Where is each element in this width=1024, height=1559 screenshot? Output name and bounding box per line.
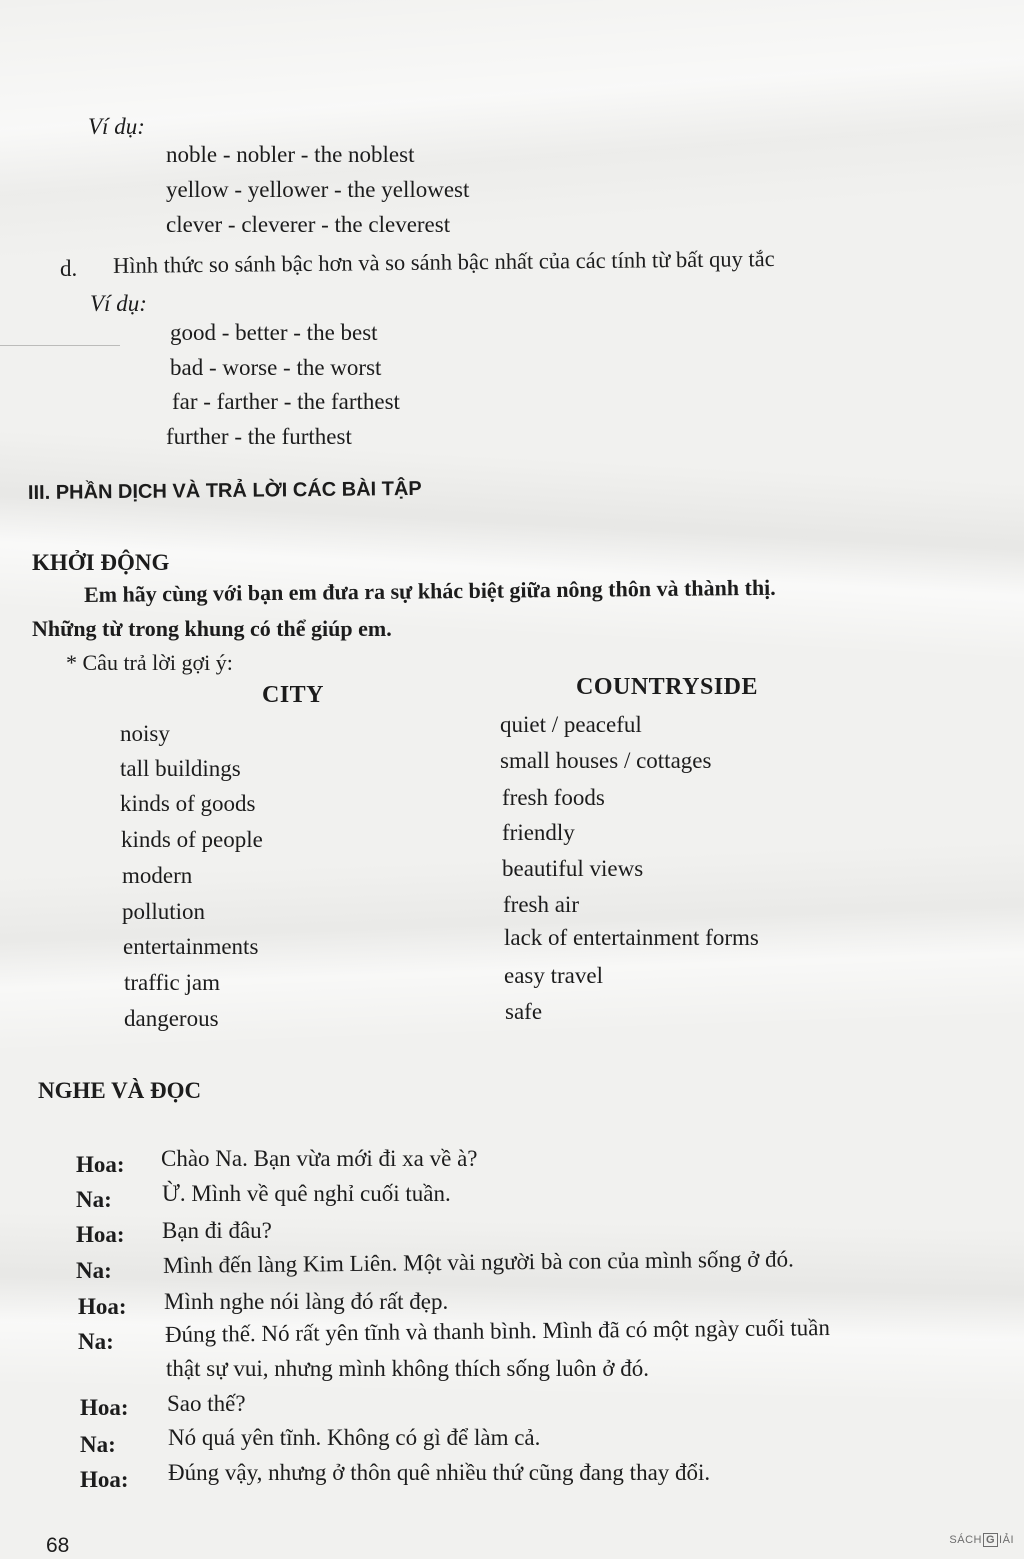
- section-d-heading: Hình thức so sánh bậc hơn và so sánh bậc nhất của các tính từ bất quy tắc: [112, 246, 775, 278]
- section-iii-heading: III. PHẦN DỊCH VÀ TRẢ LỜI CÁC BÀI TẬP: [27, 477, 422, 504]
- dialogue-speaker: Na:: [76, 1187, 112, 1212]
- dialogue-speaker: Hoa:: [80, 1395, 129, 1420]
- example-line-d-3: far - farther - the farthest: [172, 389, 400, 414]
- example-line-c-3: clever - cleverer - the cleverest: [166, 212, 451, 237]
- dialogue-speaker: Na:: [76, 1258, 112, 1283]
- nghe-va-doc-heading: NGHE VÀ ĐỌC: [38, 1078, 202, 1103]
- scan-mark: [0, 345, 120, 346]
- countryside-item: fresh air: [503, 892, 579, 917]
- watermark-right: IẢI: [999, 1534, 1014, 1546]
- countryside-item: friendly: [502, 820, 575, 845]
- city-item: noisy: [120, 721, 170, 746]
- city-item: modern: [122, 863, 193, 888]
- page-number: 68: [46, 1534, 70, 1557]
- dialogue-line: Mình đến làng Kim Liên. Một vài người bà con của mình sống ở đó.: [162, 1246, 794, 1278]
- countryside-item: lack of entertainment forms: [504, 925, 759, 950]
- city-item: entertainments: [123, 934, 259, 959]
- dialogue-line: Đúng vậy, nhưng ở thôn quê nhiều thứ cũng đang thay đổi.: [168, 1460, 711, 1485]
- city-item: kinds of goods: [120, 791, 256, 816]
- dialogue-speaker: Hoa:: [78, 1294, 127, 1319]
- dialogue-speaker: Hoa:: [76, 1152, 125, 1177]
- city-heading: CITY: [262, 682, 325, 708]
- khoi-dong-instruction-1: Em hãy cùng với bạn em đưa ra sự khác biệt giữa nông thôn và thành thị.: [83, 574, 776, 607]
- example-line-c-2: yellow - yellower - the yellowest: [166, 177, 470, 202]
- dialogue-line: Bạn đi đâu?: [162, 1218, 272, 1243]
- city-item: kinds of people: [121, 827, 263, 852]
- dialogue-line: Sao thế?: [167, 1391, 246, 1416]
- section-d-letter: d.: [60, 256, 78, 281]
- countryside-item: easy travel: [504, 963, 603, 988]
- city-item: traffic jam: [124, 970, 220, 995]
- example-line-d-2: bad - worse - the worst: [170, 355, 382, 380]
- dialogue-line: Nó quá yên tĩnh. Không có gì để làm cả.: [168, 1425, 541, 1450]
- khoi-dong-heading: KHỞI ĐỘNG: [32, 550, 170, 575]
- countryside-item: beautiful views: [502, 856, 644, 881]
- example-label-c: Ví dụ:: [88, 114, 145, 139]
- khoi-dong-instruction-2: Những từ trong khung có thể giúp em.: [32, 616, 392, 641]
- dialogue-line: Ừ. Mình về quê nghỉ cuối tuần.: [162, 1181, 451, 1206]
- countryside-item: quiet / peaceful: [500, 712, 642, 737]
- city-item: tall buildings: [120, 756, 241, 781]
- dialogue-speaker: Hoa:: [80, 1467, 129, 1492]
- countryside-heading: COUNTRYSIDE: [576, 674, 759, 700]
- example-line-d-4: further - the furthest: [166, 424, 352, 449]
- dialogue-line-continued: thật sự vui, nhưng mình không thích sống luôn ở đó.: [166, 1356, 650, 1381]
- watermark-box: G: [983, 1533, 998, 1547]
- dialogue-speaker: Na:: [78, 1329, 114, 1354]
- dialogue-speaker: Hoa:: [76, 1222, 125, 1247]
- watermark-logo: [949, 1533, 1014, 1547]
- countryside-item: safe: [505, 999, 543, 1024]
- dialogue-line: Chào Na. Bạn vừa mới đi xa về à?: [161, 1146, 478, 1171]
- example-line-c-1: noble - nobler - the noblest: [166, 142, 415, 167]
- answer-hint: * Câu trả lời gợi ý:: [66, 650, 233, 675]
- watermark-left: SÁCH: [949, 1534, 982, 1546]
- example-label-d: Ví dụ:: [90, 291, 147, 316]
- dialogue-line: Mình nghe nói làng đó rất đẹp.: [164, 1289, 449, 1314]
- countryside-item: fresh foods: [502, 785, 605, 810]
- dialogue-speaker: Na:: [80, 1432, 116, 1457]
- city-item: dangerous: [124, 1006, 219, 1031]
- example-line-d-1: good - better - the best: [170, 320, 378, 345]
- city-item: pollution: [122, 899, 206, 924]
- countryside-item: small houses / cottages: [500, 748, 712, 773]
- dialogue-line: Đúng thế. Nó rất yên tĩnh và thanh bình. Mình đã có một ngày cuối tuần: [164, 1315, 831, 1347]
